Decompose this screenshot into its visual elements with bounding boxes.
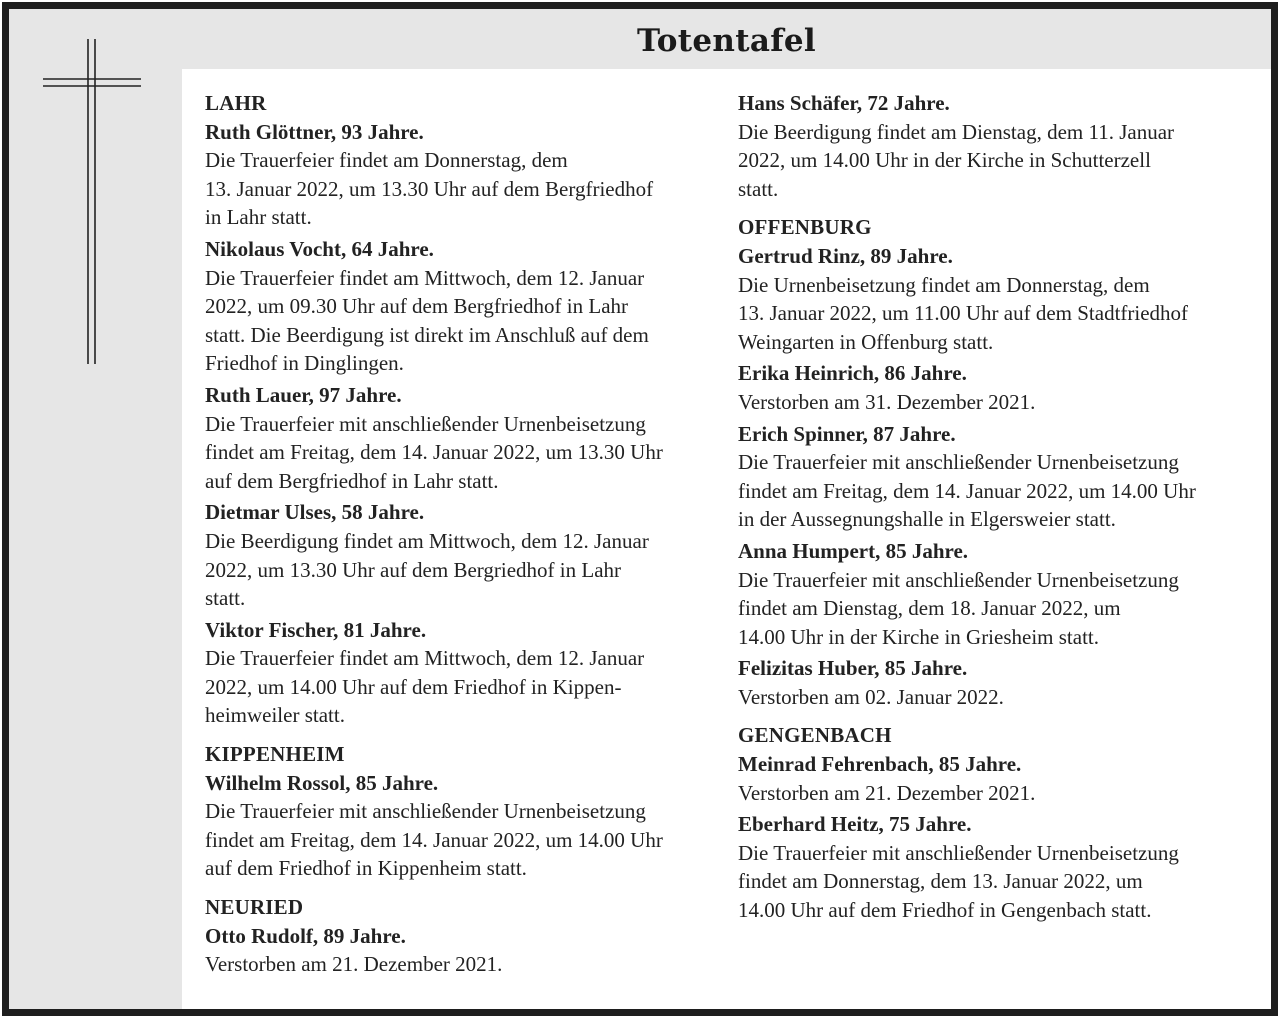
obituary-entry — [205, 498, 715, 612]
town-heading: KIPPENHEIM — [205, 742, 345, 767]
town-section — [738, 721, 1258, 924]
notice-text-line: Friedhof in Dinglingen. — [205, 351, 404, 376]
notice-text-line: findet am Dienstag, dem 18. Januar 2022, um — [738, 596, 1121, 621]
notice-text-line: 13. Januar 2022, um 11.00 Uhr auf dem Stadtfriedhof — [738, 301, 1189, 326]
obituary-entry — [738, 242, 1258, 356]
deceased-name: Gertrud Rinz, 89 Jahre. — [738, 243, 953, 268]
obituary-entry — [205, 235, 715, 378]
obituary-entry — [205, 616, 715, 730]
notice-text-line: Die Trauerfeier findet am Mittwoch, dem 12. Januar — [205, 646, 645, 671]
notice-text-line: Die Trauerfeier mit anschließender Urnenbeisetzung — [205, 411, 646, 436]
town-heading: OFFENBURG — [738, 215, 872, 240]
notice-text-line: Verstorben am 21. Dezember 2021. — [738, 780, 1036, 805]
notice-text-line: Die Trauerfeier findet am Mittwoch, dem 12. Januar — [205, 265, 645, 290]
obituary-entry — [738, 654, 1258, 711]
obituary-entry — [738, 810, 1258, 924]
notice-text-line: Verstorben am 02. Januar 2022. — [738, 684, 1004, 709]
obituary-entry — [738, 750, 1258, 807]
notice-text-line: statt. — [738, 176, 779, 201]
obituary-entry — [738, 537, 1258, 651]
notice-text-line: 2022, um 09.30 Uhr auf dem Bergfriedhof in Lahr — [205, 294, 629, 319]
notice-text-line: Die Trauerfeier mit anschließender Urnenbeisetzung — [738, 450, 1179, 475]
town-heading: NEURIED — [205, 895, 304, 920]
deceased-name: Viktor Fischer, 81 Jahre. — [205, 617, 427, 642]
deceased-name: Meinrad Fehrenbach, 85 Jahre. — [738, 752, 1022, 777]
deceased-name: Otto Rudolf, 89 Jahre. — [205, 923, 406, 948]
notice-text-line: heimweiler statt. — [205, 703, 345, 728]
obituary-entry — [205, 922, 715, 979]
deceased-name: Eberhard Heitz, 75 Jahre. — [738, 812, 972, 837]
notice-text-line: Die Trauerfeier mit anschließender Urnenbeisetzung — [738, 567, 1179, 592]
town-section — [738, 213, 1258, 711]
deceased-name: Anna Humpert, 85 Jahre. — [738, 538, 969, 563]
deceased-name: Erich Spinner, 87 Jahre. — [738, 421, 956, 446]
notice-text-line: auf dem Friedhof in Kippenheim statt. — [205, 856, 527, 881]
town-heading: LAHR — [205, 91, 267, 115]
deceased-name: Ruth Lauer, 97 Jahre. — [205, 382, 402, 407]
notice-text-line: auf dem Bergfriedhof in Lahr statt. — [205, 468, 499, 493]
notice-text-line: Die Urnenbeisetzung findet am Donnerstag, dem — [738, 272, 1150, 297]
obituary-entry — [738, 89, 1258, 203]
right-column — [738, 89, 1258, 935]
notice-text-line: in Lahr statt. — [205, 205, 312, 230]
deceased-name: Dietmar Ulses, 58 Jahre. — [205, 500, 425, 525]
notice-text-line: Verstorben am 31. Dezember 2021. — [738, 389, 1036, 414]
obituary-entry — [205, 381, 715, 495]
obituary-entry — [738, 420, 1258, 534]
notice-text-line: Die Trauerfeier findet am Donnerstag, dem — [205, 148, 568, 173]
notice-text-line: findet am Freitag, dem 14. Januar 2022, um 13.30 Uhr — [205, 440, 663, 465]
notice-text-line: 2022, um 14.00 Uhr in der Kirche in Schutterzell — [738, 148, 1151, 173]
obituary-entry — [205, 769, 715, 883]
obituary-panel — [2, 2, 1278, 1016]
obituary-entry — [738, 359, 1258, 416]
obituary-entry — [205, 118, 715, 232]
notice-text-line: findet am Donnerstag, dem 13. Januar 2022, um — [738, 869, 1143, 894]
notice-text-line: 2022, um 14.00 Uhr auf dem Friedhof in Kippen- — [205, 674, 622, 699]
notice-text-line: 14.00 Uhr in der Kirche in Griesheim statt. — [738, 624, 1099, 649]
notice-text-line: findet am Freitag, dem 14. Januar 2022, um 14.00 Uhr — [205, 827, 663, 852]
town-section — [205, 89, 715, 730]
page-title: Totentafel — [636, 23, 816, 59]
notice-text-line: statt. — [205, 586, 246, 611]
content-area — [182, 69, 1271, 1009]
left-column — [205, 89, 715, 989]
deceased-name: Nikolaus Vocht, 64 Jahre. — [205, 236, 434, 261]
cross-icon — [43, 39, 143, 369]
notice-text-line: Die Trauerfeier mit anschließender Urnenbeisetzung — [205, 799, 646, 824]
notice-text-line: in der Aussegnungshalle in Elgersweier statt. — [738, 507, 1116, 532]
notice-text-line: 14.00 Uhr auf dem Friedhof in Gengenbach statt. — [738, 898, 1152, 923]
deceased-name: Felizitas Huber, 85 Jahre. — [738, 656, 968, 681]
deceased-name: Erika Heinrich, 86 Jahre. — [738, 361, 967, 386]
notice-text-line: findet am Freitag, dem 14. Januar 2022, um 14.00 Uhr — [738, 478, 1196, 503]
header — [182, 9, 1271, 69]
notice-text-line: Weingarten in Offenburg statt. — [738, 329, 994, 354]
town-section — [205, 893, 715, 979]
town-section — [738, 89, 1258, 203]
notice-text-line: Die Beerdigung findet am Dienstag, dem 11. Januar — [738, 119, 1175, 144]
deceased-name: Wilhelm Rossol, 85 Jahre. — [205, 770, 439, 795]
town-heading: GENGENBACH — [738, 723, 892, 748]
notice-text-line: Die Trauerfeier mit anschließender Urnenbeisetzung — [738, 840, 1179, 865]
notice-text-line: Verstorben am 21. Dezember 2021. — [205, 952, 503, 977]
notice-text-line: statt. Die Beerdigung ist direkt im Anschluß auf dem — [205, 322, 649, 347]
notice-text-line: Die Beerdigung findet am Mittwoch, dem 12. Januar — [205, 528, 649, 553]
notice-text-line: 13. Januar 2022, um 13.30 Uhr auf dem Bergfriedhof — [205, 176, 654, 201]
deceased-name: Ruth Glöttner, 93 Jahre. — [205, 119, 424, 144]
notice-text-line: 2022, um 13.30 Uhr auf dem Bergriedhof in Lahr — [205, 557, 622, 582]
town-section — [205, 740, 715, 883]
deceased-name: Hans Schäfer, 72 Jahre. — [738, 91, 950, 115]
